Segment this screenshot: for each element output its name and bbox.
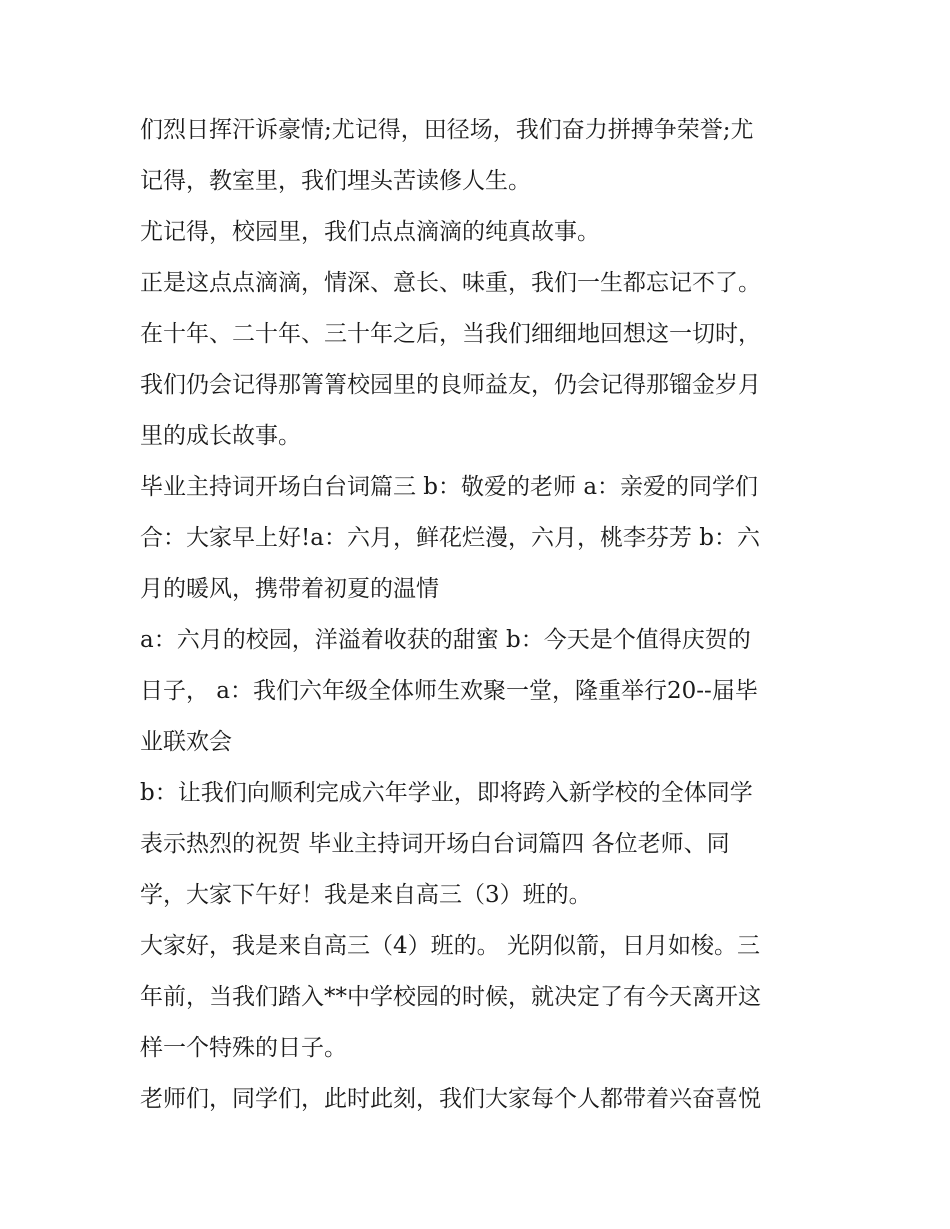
text-line: 业联欢会 [140,729,232,755]
text-line: 们烈日挥汗诉豪情;尤记得，田径场，我们奋力拼搏争荣誉;尤 [140,117,754,143]
text-line: 在十年、二十年、三十年之后，当我们细细地回想这一切时， [140,321,761,347]
text-line: 大家好，我是来自高三（4）班的。 光阴似箭，日月如梭。三 [140,933,760,959]
text-line: 里的成长故事。 [140,423,301,449]
text-line: 月的暖风，携带着初夏的温情 [140,576,439,602]
text-line: 年前，当我们踏入**中学校园的时候，就决定了有今天离开这 [140,984,761,1010]
text-line: 记得，教室里，我们埋头苦读修人生。 [140,168,531,194]
document-body [140,105,820,1125]
text-line: a：六月的校园，洋溢着收获的甜蜜 b：今天是个值得庆贺的 [140,627,751,653]
text-line: 我们仍会记得那箐箐校园里的良师益友，仍会记得那镏金岁月 [140,372,761,398]
text-line: 尤记得，校园里，我们点点滴滴的纯真故事。 [140,219,600,245]
text-line: 表示热烈的祝贺 毕业主持词开场白台词篇四 各位老师、同 [140,831,730,857]
text-line: 学，大家下午好！我是来自高三（3）班的。 [140,882,592,908]
text-line: 老师们，同学们，此时此刻，我们大家每个人都带着兴奋喜悦 [140,1086,761,1112]
text-line: 样一个特殊的日子。 [140,1035,347,1061]
text-line: 毕业主持词开场白台词篇三 b：敬爱的老师 a：亲爱的同学们 [140,474,759,500]
text-line: 合：大家早上好!a：六月，鲜花烂漫，六月，桃李芬芳 b：六 [140,525,760,551]
text-line: 日子， a：我们六年级全体师生欢聚一堂，隆重举行20--届毕 [140,678,758,704]
text-line: b：让我们向顺利完成六年学业，即将跨入新学校的全体同学 [140,780,753,806]
text-line: 正是这点点滴滴，情深、意长、味重，我们一生都忘记不了。 [140,270,761,296]
